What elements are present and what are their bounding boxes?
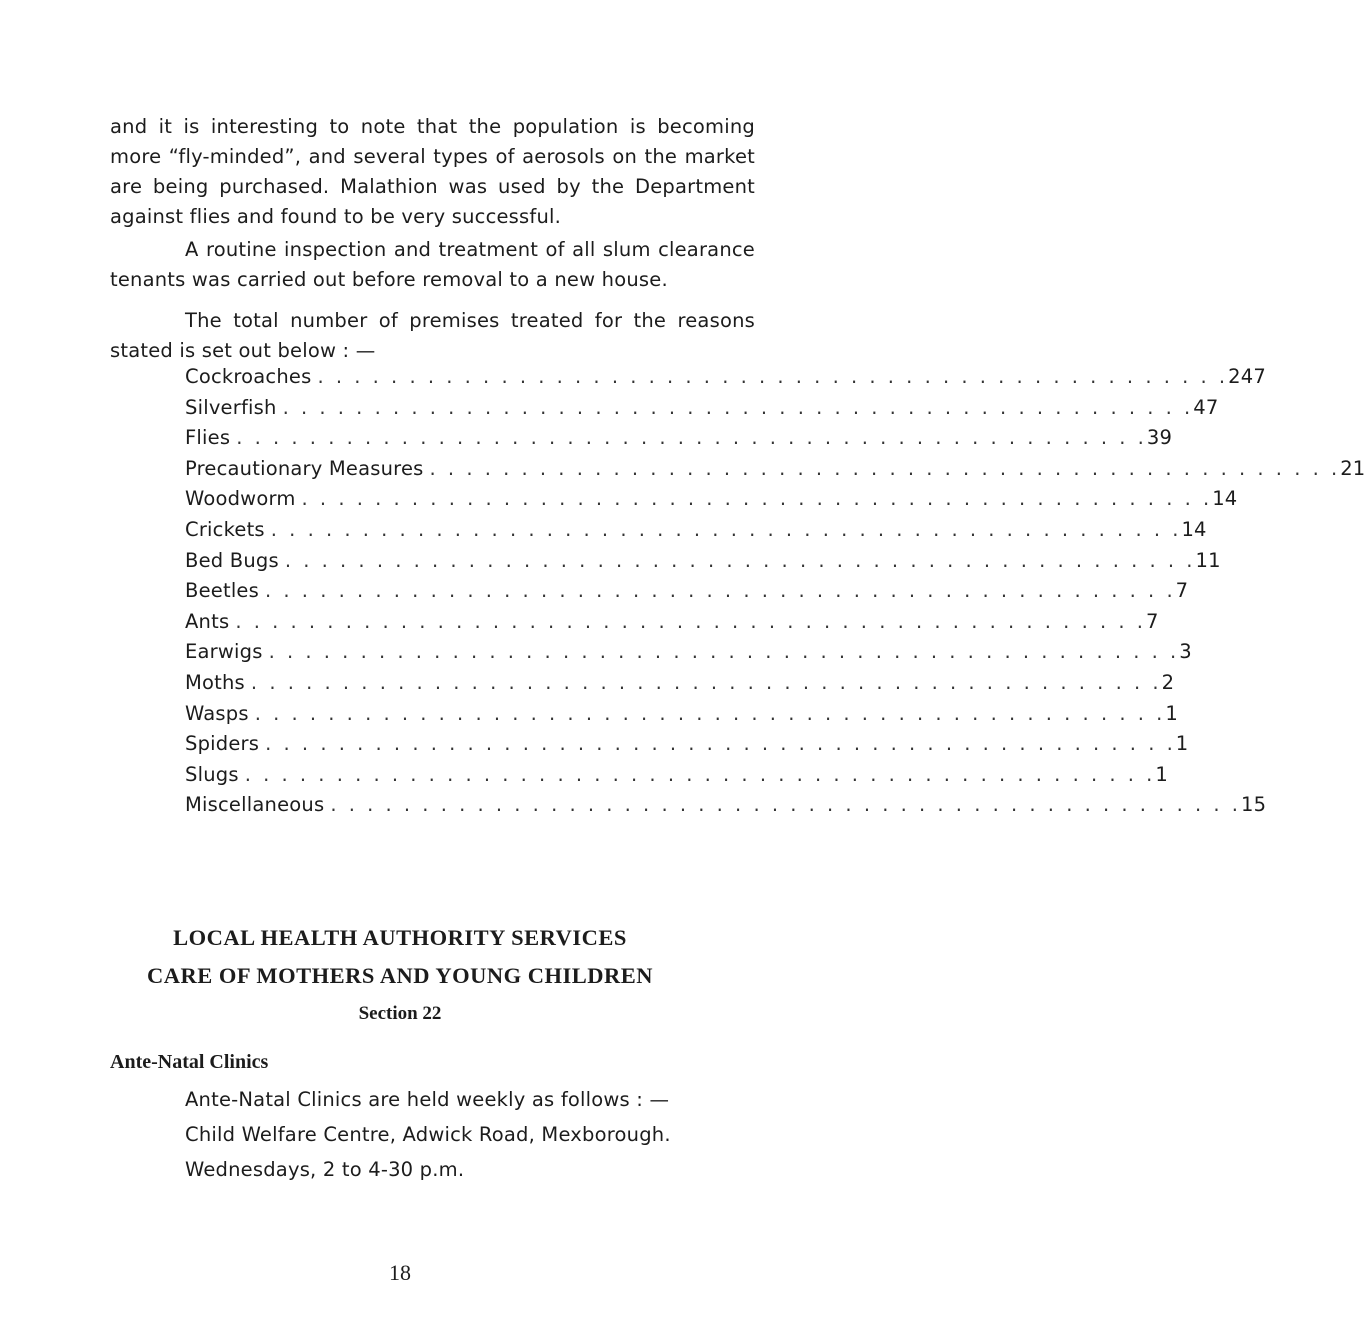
clinic-time: Wednesdays, 2 to 4-30 p.m.: [185, 1158, 465, 1181]
row-label: Moths: [185, 670, 245, 694]
page-number: 18: [389, 1260, 411, 1285]
row-label: Crickets: [185, 517, 265, 541]
row-value: 21: [1340, 456, 1365, 480]
dot-leader: . . . . . . . . . . . . . . . . . . . . . . . . . . . . . . . . . . . . . . . . . . . . . . . . . .: [282, 395, 1194, 419]
row-value: 2: [1161, 670, 1175, 694]
dot-leader: . . . . . . . . . . . . . . . . . . . . . . . . . . . . . . . . . . . . . . . . . . . . . . . . . .: [236, 426, 1147, 450]
row-value: 14: [1181, 517, 1207, 541]
dot-leader: . . . . . . . . . . . . . . . . . . . . . . . . . . . . . . . . . . . . . . . . . . . . . . . . . .: [244, 762, 1156, 786]
paragraph-flies: and it is interesting to note that the population is becoming more “fly-minded”, and several types of aerosols on the market are being purchased. Malathion was used by the Department against flies and found to be very successful.: [110, 115, 755, 228]
clinic-location: Child Welfare Centre, Adwick Road, Mexborough.: [185, 1123, 671, 1146]
dot-leader: . . . . . . . . . . . . . . . . . . . . . . . . . . . . . . . . . . . . . . . . . . . . . . . . . .: [265, 579, 1176, 603]
dot-leader: . . . . . . . . . . . . . . . . . . . . . . . . . . . . . . . . . . . . . . . . . . . . . . . . . .: [284, 548, 1196, 572]
premises-treated-table: [185, 365, 1365, 824]
table-row: [185, 762, 1168, 794]
dot-leader: . . . . . . . . . . . . . . . . . . . . . . . . . . . . . . . . . . . . . . . . . . . . . . . . . .: [429, 456, 1341, 480]
table-row: [185, 395, 1219, 427]
row-value: 7: [1175, 579, 1189, 603]
row-label: Earwigs: [185, 640, 263, 664]
row-value: 247: [1228, 365, 1266, 388]
row-label: Miscellaneous: [185, 793, 325, 817]
table-row: [185, 548, 1221, 580]
subheading-ante-natal: Ante-Natal Clinics: [110, 1051, 269, 1073]
dot-leader: . . . . . . . . . . . . . . . . . . . . . . . . . . . . . . . . . . . . . . . . . . . . . . . . . .: [330, 793, 1241, 817]
table-row: [185, 732, 1189, 763]
dot-leader: . . . . . . . . . . . . . . . . . . . . . . . . . . . . . . . . . . . . . . . . . . . . . . . . . .: [265, 732, 1176, 756]
table-row: [185, 640, 1192, 671]
row-label: Slugs: [185, 762, 239, 786]
row-value: 1: [1155, 762, 1168, 786]
table-row: [185, 426, 1173, 457]
table-row: [185, 487, 1238, 518]
heading-care-of-mothers: CARE OF MOTHERS AND YOUNG CHILDREN: [147, 963, 653, 988]
row-value: 3: [1179, 640, 1192, 664]
paragraph-total-premises: The total number of premises treated for the reasons stated is set out below : —: [110, 309, 755, 362]
row-value: 7: [1145, 609, 1159, 633]
row-value: 1: [1165, 701, 1178, 725]
dot-leader: . . . . . . . . . . . . . . . . . . . . . . . . . . . . . . . . . . . . . . . . . . . . . . . . . .: [317, 365, 1229, 388]
table-row: [185, 670, 1175, 702]
row-value: 47: [1193, 395, 1219, 419]
dot-leader: . . . . . . . . . . . . . . . . . . . . . . . . . . . . . . . . . . . . . . . . . . . . . . . . . .: [250, 670, 1162, 694]
row-label: Bed Bugs: [185, 548, 279, 572]
clinics-intro: Ante-Natal Clinics are held weekly as follows : —: [185, 1088, 670, 1111]
table-row: [185, 517, 1207, 549]
row-label: Spiders: [185, 732, 260, 756]
row-label: Beetles: [185, 579, 259, 603]
table-row: [185, 579, 1189, 610]
row-label: Ants: [185, 609, 230, 633]
row-label: Precautionary Measures: [185, 456, 424, 480]
dot-leader: . . . . . . . . . . . . . . . . . . . . . . . . . . . . . . . . . . . . . . . . . . . . . . . . . .: [301, 487, 1213, 511]
table-row: [185, 456, 1365, 488]
heading-local-health: LOCAL HEALTH AUTHORITY SERVICES: [173, 925, 627, 950]
row-value: 39: [1146, 426, 1173, 450]
table-row: [185, 609, 1159, 641]
row-label: Cockroaches: [185, 365, 312, 388]
table-row: [185, 701, 1178, 733]
dot-leader: . . . . . . . . . . . . . . . . . . . . . . . . . . . . . . . . . . . . . . . . . . . . . . . . . .: [270, 517, 1182, 541]
row-label: Woodworm: [185, 487, 296, 511]
row-label: Flies: [185, 426, 231, 450]
row-value: 14: [1212, 487, 1238, 511]
row-value: 11: [1195, 548, 1221, 572]
table-row: [185, 365, 1266, 396]
section-label: Section 22: [358, 1003, 442, 1024]
row-value: 1: [1175, 732, 1189, 756]
dot-leader: . . . . . . . . . . . . . . . . . . . . . . . . . . . . . . . . . . . . . . . . . . . . . . . . . .: [268, 640, 1180, 664]
paragraph-slum-clearance: A routine inspection and treatment of all slum clearance tenants was carried out before removal to a new house.: [110, 238, 755, 291]
dot-leader: . . . . . . . . . . . . . . . . . . . . . . . . . . . . . . . . . . . . . . . . . . . . . . . . . .: [235, 609, 1146, 633]
dot-leader: . . . . . . . . . . . . . . . . . . . . . . . . . . . . . . . . . . . . . . . . . . . . . . . . . .: [254, 701, 1166, 725]
table-row: [185, 793, 1267, 824]
row-value: 15: [1240, 793, 1267, 817]
row-label: Silverfish: [185, 395, 277, 419]
row-label: Wasps: [185, 701, 249, 725]
